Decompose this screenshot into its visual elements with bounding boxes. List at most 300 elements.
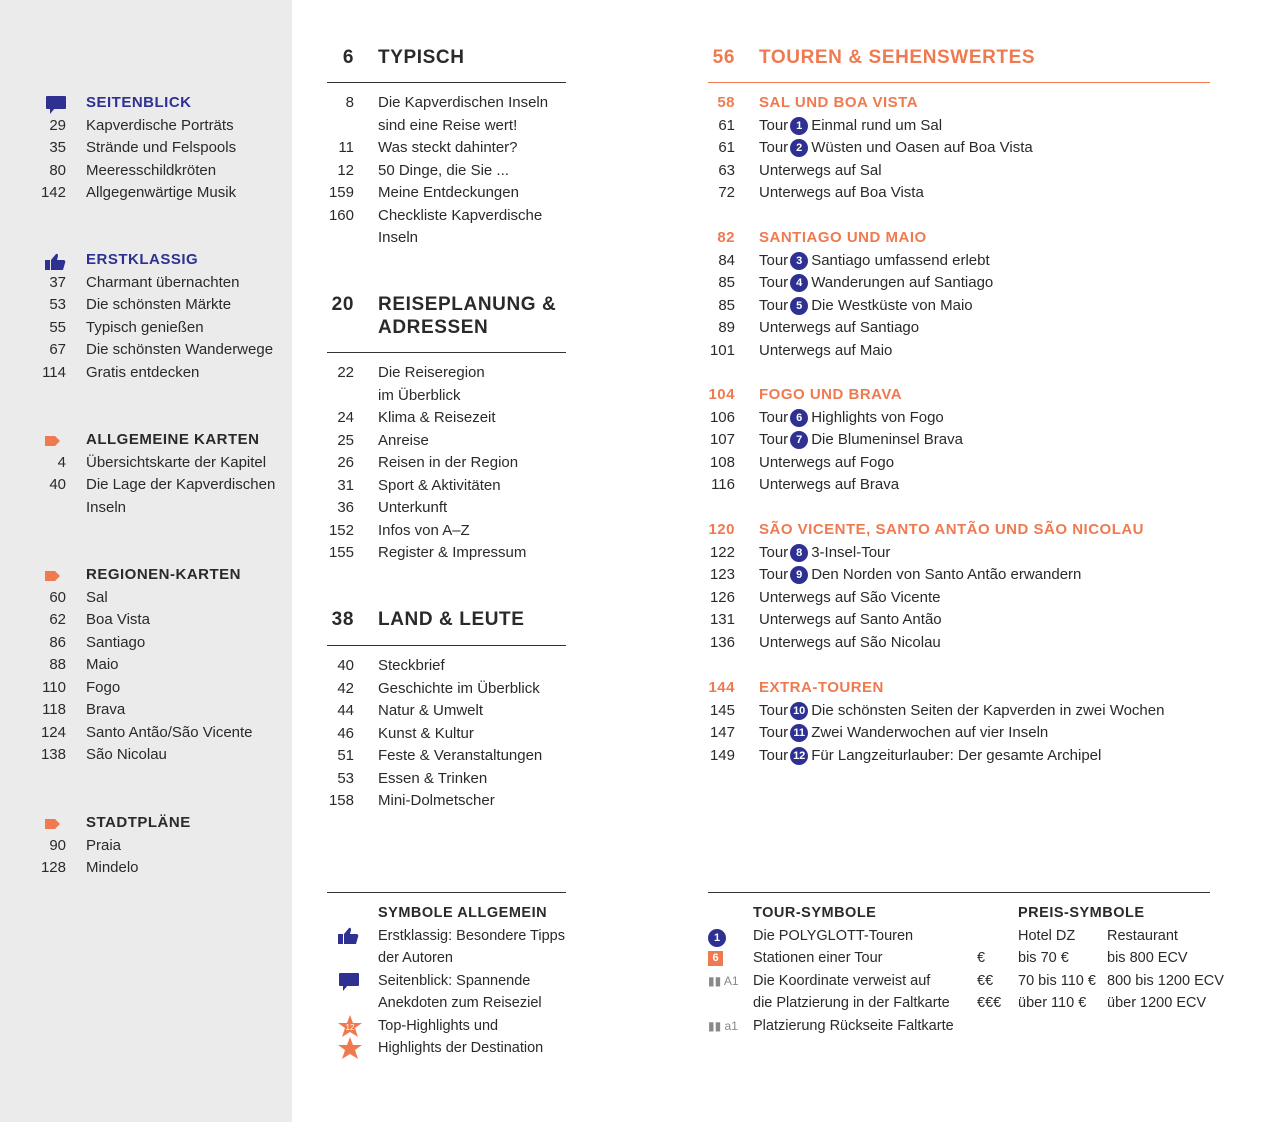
region-group [717,92,1033,205]
page-number: 61 [718,116,735,134]
page-number: 4 [57,453,66,471]
page-number: 152 [328,521,354,539]
page-number: 89 [718,319,735,336]
list-item[interactable] [709,722,1164,745]
speech-bubble-icon [45,96,65,111]
divider [327,645,566,646]
page-number: 61 [718,139,735,156]
region-group [709,227,994,362]
station-number-icon: 6 [708,951,723,966]
page-number: 53 [337,769,354,787]
page-number: 44 [337,702,354,719]
item-label: Santiago [86,633,146,651]
list-item[interactable] [86,497,275,520]
item-label: Die Reiseregion [378,364,485,381]
page-number: 144 [708,679,735,696]
star-icon [338,1037,362,1068]
page-number: 86 [49,633,66,651]
page-number: 123 [709,566,735,583]
legend-text: die Platzierung in der Faltkarte [753,995,950,1011]
item-label: Einmal rund um Sal [811,116,943,134]
list-item[interactable] [40,182,237,205]
price-hotel: bis 70 € [1018,950,1069,966]
item-label: Klima & Reisezeit [378,409,496,426]
page-number: 120 [708,521,735,538]
tour-number-icon: 9 [790,566,808,584]
page-number: 55 [49,318,66,336]
item-label: Mini-Dolmetscher [378,792,495,809]
chapter-page: 56 [712,47,735,68]
chapter-list [328,362,527,565]
item-label: Checkliste Kapverdische [378,206,543,224]
svg-text:12: 12 [345,1022,355,1032]
list-item[interactable] [709,609,1144,632]
item-label: Unterwegs auf Fogo [759,453,895,471]
legend-text: Erstklassig: Besondere Tipps [378,927,565,944]
tour-number-icon: 6 [790,409,808,427]
page-number: 25 [337,431,354,449]
sidebar-section-1 [42,249,274,384]
item-label: im Überblick [378,386,461,404]
item-label: Unterwegs auf São Nicolau [759,633,941,651]
list-item[interactable] [337,452,526,475]
tour-number-icon: 4 [790,274,808,292]
chapter-list [328,92,549,250]
list-item[interactable] [718,295,993,318]
sidebar-section-3 [40,564,253,767]
list-item[interactable] [718,317,993,340]
tour-label: Tour [759,431,789,448]
page-number: 62 [49,611,66,628]
item-label: Charmant übernachten [86,273,240,291]
page-number: 85 [718,296,735,314]
item-label: Die Kapverdischen Inseln [378,94,549,111]
thumbs-up-icon [338,927,360,953]
item-label: Unterwegs auf Santiago [759,319,920,336]
list-item[interactable] [378,385,526,408]
item-label: Wüsten und Oasen auf Boa Vista [811,139,1033,156]
page-number: 128 [40,859,66,876]
list-item[interactable] [49,272,273,295]
list-item[interactable] [42,362,273,385]
divider [327,892,566,893]
item-label: Mindelo [86,859,139,876]
map-back-icon: ▮▮ a1 [708,1018,738,1033]
page-number: 147 [709,724,735,741]
list-item[interactable] [709,407,963,430]
region-title: SANTIAGO UND MAIO [759,229,927,246]
price-col-restaurant: Restaurant [1107,927,1178,944]
region-group [708,677,1165,767]
page-number: 158 [328,792,354,809]
price-hotel: über 110 € [1018,995,1087,1011]
chapter-list [328,655,543,813]
list-item[interactable] [709,452,963,475]
item-label: Kunst & Kultur [378,724,474,742]
legend-text: Seitenblick: Spannende [378,972,531,989]
list-item[interactable] [709,340,993,363]
list-item[interactable] [57,452,275,475]
item-label: Unterkunft [378,499,448,516]
list-item[interactable] [337,362,526,385]
item-label: Infos von A–Z [378,521,470,539]
item-label: Die schönsten Wanderwege [86,341,274,358]
item-label: Boa Vista [86,611,150,628]
item-label: 50 Dinge, die Sie ... [378,161,509,179]
item-label: Unterwegs auf Sal [759,161,882,179]
list-item[interactable] [345,92,549,115]
page-number: 131 [709,611,735,628]
item-label: Übersichtskarte der Kapitel [86,453,267,471]
list-item[interactable] [718,137,1033,160]
page-number: 122 [709,543,735,561]
page-number: 138 [40,746,66,763]
item-label: Unterwegs auf Boa Vista [759,184,924,201]
map-icon: ▮▮ A1 [708,973,739,988]
list-item[interactable] [328,520,526,543]
legend-text: Die POLYGLOTT-Touren [753,927,914,944]
item-label: Allgegenwärtige Musik [86,184,237,201]
chapter-title: TYPISCH [378,47,465,68]
divider [708,82,1210,83]
sidebar-section-4 [40,812,191,880]
tour-label: Tour [759,296,789,314]
page-number: 40 [337,657,354,674]
list-item[interactable] [337,497,526,520]
list-item[interactable] [718,160,1033,183]
page-number: 114 [42,363,66,381]
list-item[interactable] [709,542,1144,565]
legend-text: Platzierung Rückseite Faltkarte [753,1017,954,1034]
page-number: 26 [337,454,354,471]
section-heading[interactable] [86,564,253,587]
page-number: 51 [337,747,354,764]
tour-label: Tour [759,746,789,764]
list-item[interactable] [718,272,994,295]
item-label: Highlights von Fogo [811,408,944,426]
item-label: Meine Entdeckungen [378,184,519,201]
item-label: Wanderungen auf Santiago [811,274,994,291]
tour-label: Tour [759,274,789,291]
list-item[interactable] [40,722,253,745]
item-label: Den Norden von Santo Antão erwandern [811,566,1082,583]
item-label: Unterwegs auf Santo Antão [759,611,942,628]
region-title: FOGO UND BRAVA [759,386,903,403]
page-number: 107 [709,431,735,448]
page-number: 118 [42,701,66,718]
chapter-heading[interactable] [331,608,525,631]
legend-text: Anekdoten zum Reiseziel [378,995,542,1011]
chapter-heading[interactable] [342,46,465,69]
region-heading[interactable] [717,92,1033,115]
item-label: Was steckt dahinter? [378,139,518,156]
list-item[interactable] [378,115,548,138]
page-number: 142 [40,184,66,201]
region-heading[interactable] [708,519,1145,542]
page-number: 35 [49,139,66,156]
list-item[interactable] [337,723,542,746]
list-item[interactable] [49,609,253,632]
item-label: Unterwegs auf Maio [759,341,893,359]
list-item[interactable] [49,587,253,610]
tour-number-icon: 12 [790,747,808,765]
list-item[interactable] [337,430,526,453]
sidebar-section-0 [40,92,237,205]
page-number: 106 [709,408,735,426]
page-number: 58 [717,94,735,111]
item-label: Natur & Umwelt [378,702,484,719]
price-symbol: €€ [977,972,994,989]
list-item[interactable] [49,160,236,183]
list-item[interactable] [337,160,548,183]
region-title: EXTRA-TOUREN [759,679,884,696]
item-label: Inseln [86,498,127,516]
item-label: Die Lage der Kapverdischen [86,476,276,493]
chapter-page: 38 [331,609,354,630]
page-number: 110 [42,678,66,696]
list-item[interactable] [709,429,963,452]
section-title: ERSTKLASSIG [86,251,199,268]
tour-label: Tour [759,408,789,426]
sidebar-section-2 [49,429,276,519]
item-label: Maio [86,656,119,673]
page-number: 126 [709,588,735,606]
list-item[interactable] [378,227,548,250]
list-item[interactable] [40,744,253,767]
list-item[interactable] [49,115,236,138]
item-label: Geschichte im Überblick [378,679,540,697]
list-item[interactable] [337,768,542,791]
list-item[interactable] [337,655,542,678]
tag-icon [45,816,65,831]
list-item[interactable] [49,137,237,160]
item-label: Strände und Felspools [86,139,237,156]
item-label: Sport & Aktivitäten [378,476,501,494]
tag-icon [45,433,65,448]
list-item[interactable] [709,587,1144,610]
list-item[interactable] [709,745,1164,768]
page-number: 124 [40,723,66,741]
page-number: 101 [709,341,735,359]
section-heading[interactable] [86,249,273,272]
page-number: 8 [345,94,354,111]
list-item[interactable] [49,339,274,362]
page-number: 155 [328,544,354,561]
list-item[interactable] [40,857,191,880]
list-item[interactable] [337,678,542,701]
legend-text: Stationen einer Tour [753,950,883,966]
list-item[interactable] [709,700,1165,723]
chapter-page: 20 [331,294,354,315]
tour-number-icon: 7 [790,431,808,449]
legend-text: Top-Highlights und [378,1017,499,1034]
list-item[interactable] [328,790,542,813]
region-heading[interactable] [708,384,963,407]
page-number: 136 [709,633,735,651]
list-item[interactable] [49,632,253,655]
page-number: 22 [337,364,354,381]
legend-text: der Autoren [378,950,453,966]
list-item[interactable] [337,745,543,768]
list-item[interactable] [328,205,548,228]
page-number: 31 [337,476,354,494]
item-label: Unterwegs auf Brava [759,476,900,493]
item-label: Meeresschildkröten [86,161,217,179]
item-label: Santo Antão/São Vicente [86,723,253,741]
page-number: 108 [709,453,735,471]
page-number: 159 [328,184,354,201]
region-heading[interactable] [708,677,1164,700]
item-label: Praia [86,836,122,854]
tour-number-icon: 3 [790,252,808,270]
page-number: 63 [718,161,735,179]
tour-number-icon: 2 [790,139,808,157]
price-restaurant: über 1200 ECV [1107,995,1207,1011]
item-label: São Nicolau [86,746,167,763]
chapter-heading[interactable] [331,293,557,339]
page-number: 82 [717,229,735,246]
page-number: 36 [337,499,354,516]
chapter-title: REISEPLANUNG & [378,294,557,315]
page-number: 80 [49,161,66,179]
item-label: Die schönsten Märkte [86,296,232,313]
section-heading[interactable] [86,429,275,452]
legend-text: Die Koordinate verweist auf [753,972,931,989]
tour-number-icon: 10 [790,702,808,720]
price-legend-title: PREIS-SYMBOLE [1018,905,1145,921]
page-number: 149 [709,746,735,764]
page-number: 24 [337,409,354,426]
page-number: 104 [708,386,735,403]
section-title: ALLGEMEINE KARTEN [86,431,260,448]
item-label: Kapverdische Porträts [86,116,234,134]
item-label: Essen & Trinken [378,769,488,787]
list-item[interactable] [49,317,273,340]
item-label: Für Langzeiturlauber: Der gesamte Archipel [811,746,1102,764]
chapter-title: LAND & LEUTE [378,609,525,630]
chapter-page: 6 [342,47,354,68]
list-item[interactable] [49,835,191,858]
price-restaurant: 800 bis 1200 ECV [1107,972,1224,989]
list-item[interactable] [337,407,526,430]
tour-label: Tour [759,724,789,741]
item-label: Unterwegs auf São Vicente [759,588,941,606]
item-label: Steckbrief [378,657,445,674]
item-label: Fogo [86,678,121,696]
page-number: 42 [337,679,354,697]
price-hotel: 70 bis 110 € [1018,972,1096,989]
list-item[interactable] [711,474,963,497]
chapter-title: TOUREN & SEHENSWERTES [759,47,1036,68]
item-label: Sal [86,588,108,606]
list-item[interactable] [49,474,276,497]
item-label: 3-Insel-Tour [811,543,891,561]
list-item[interactable] [328,182,548,205]
list-item[interactable] [709,632,1144,655]
divider [327,82,566,83]
tour-number-icon: 8 [790,544,808,562]
page-number: 84 [718,251,735,269]
legend-tour [708,902,1224,1037]
section-heading[interactable] [86,812,191,835]
chapter-heading[interactable] [712,46,1036,69]
list-item[interactable] [49,294,273,317]
item-label: Brava [86,701,126,718]
section-title: SEITENBLICK [86,94,192,111]
item-label: Feste & Veranstaltungen [378,747,543,764]
list-item[interactable] [718,250,993,273]
speech-bubble-icon [338,972,360,1000]
list-item[interactable] [42,699,253,722]
divider [327,352,566,353]
tour-number-icon: 5 [790,297,808,315]
item-label: Die Westküste von Maio [811,296,973,314]
item-label: sind eine Reise wert! [378,116,518,134]
item-label: Inseln [378,229,419,246]
page-number: 67 [49,341,66,358]
item-label: Gratis entdecken [86,363,200,381]
region-title: SAL UND BOA VISTA [759,94,919,111]
section-title: STADTPLÄNE [86,814,191,831]
page-number: 53 [49,296,66,313]
legend-text: Highlights der Destination [378,1040,544,1056]
page-number: 88 [49,656,66,673]
legend-title: TOUR-SYMBOLE [753,905,877,921]
item-label: Register & Impressum [378,544,527,561]
legend-general [345,902,565,1060]
divider [708,892,1210,893]
page-number: 11 [338,139,354,156]
page-number: 145 [709,701,735,719]
tour-label: Tour [759,116,789,134]
section-heading[interactable] [86,92,236,115]
list-item[interactable] [337,475,526,498]
list-item[interactable] [338,137,548,160]
list-item[interactable] [718,115,1033,138]
page-number: 46 [337,724,354,742]
price-symbol: €€€ [977,995,1002,1011]
legend-title: SYMBOLE ALLGEMEIN [378,905,548,921]
region-group [708,519,1145,654]
page-number: 37 [49,273,66,291]
list-item[interactable] [709,564,1144,587]
list-item[interactable] [49,654,253,677]
thumbs-up-icon [45,253,65,268]
price-restaurant: bis 800 ECV [1107,950,1188,966]
region-heading[interactable] [717,227,993,250]
page-number: 160 [328,206,354,224]
item-label: Reisen in der Region [378,454,519,471]
page-number: 72 [718,184,735,201]
tour-label: Tour [759,701,789,719]
tour-label: Tour [759,251,789,269]
list-item[interactable] [42,677,253,700]
list-item[interactable] [337,700,542,723]
page-number: 29 [49,116,66,134]
item-label: Die schönsten Seiten der Kapverden in zwei Wochen [811,701,1165,719]
region-group [708,384,963,497]
page-number: 12 [337,161,354,179]
tour-label: Tour [759,139,789,156]
item-label: Die Blumeninsel Brava [811,431,963,448]
page-number: 90 [49,836,66,854]
list-item[interactable] [718,182,1033,205]
page-number: 40 [49,476,66,493]
page-number: 60 [49,588,66,606]
price-symbol: € [977,950,986,966]
tag-icon [45,568,65,583]
list-item[interactable] [328,542,527,565]
